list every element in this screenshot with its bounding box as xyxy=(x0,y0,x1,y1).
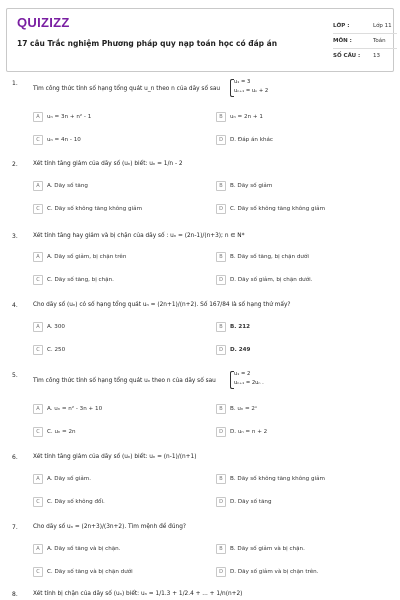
option-d[interactable] xyxy=(216,135,273,145)
option-letter: A xyxy=(33,322,43,332)
option-text: uₙ = 3n + n² - 1 xyxy=(47,114,92,120)
option-a[interactable] xyxy=(33,252,126,262)
option-text: D. uₙ = n + 2 xyxy=(230,429,268,435)
meta-key: LỚP : xyxy=(333,23,350,29)
question-text: Tìm công thức tính số hạng tổng quát u_n theo n của dãy số sau xyxy=(33,86,221,92)
question-number: 4. xyxy=(12,302,18,309)
option-letter: A xyxy=(33,404,43,414)
meta-key: MÔN : xyxy=(333,38,352,44)
option-letter: A xyxy=(33,112,43,122)
option-b[interactable] xyxy=(216,112,263,122)
option-a[interactable] xyxy=(33,474,91,484)
option-text: B. 212 xyxy=(230,324,251,330)
document-title: 17 câu Trắc nghiệm Phương pháp quy nạp toán học có đáp án xyxy=(17,39,278,48)
option-a[interactable] xyxy=(33,181,88,191)
system-line: uₙ₊₁ = uₙ + 2 xyxy=(234,88,269,94)
option-b[interactable] xyxy=(216,252,309,262)
option-d[interactable] xyxy=(216,567,318,577)
option-letter: A xyxy=(33,181,43,191)
option-d[interactable] xyxy=(216,345,250,355)
option-letter: D xyxy=(216,275,226,285)
question-text: Tìm công thức tính số hạng tổng quát uₙ theo n của dãy số sau xyxy=(33,378,216,384)
option-text: uₙ = 2n + 1 xyxy=(230,114,263,120)
option-text: C. Dãy số không tăng không giảm xyxy=(47,206,143,212)
question-number: 5. xyxy=(12,372,18,379)
system-line: u₁ = 2 xyxy=(234,371,251,377)
system-line: uₙ₊₁ = 2uₙ . xyxy=(234,380,264,386)
recurrence-system xyxy=(234,78,268,96)
option-letter: D xyxy=(216,427,226,437)
option-text: C. 250 xyxy=(47,347,66,353)
option-letter: D xyxy=(216,204,226,214)
brace xyxy=(230,79,234,97)
option-letter: B xyxy=(216,404,226,414)
option-d[interactable] xyxy=(216,427,267,437)
option-letter: A xyxy=(33,544,43,554)
option-b[interactable] xyxy=(216,181,272,191)
meta-value: Toán xyxy=(373,38,386,44)
option-text: C. uₙ = 2n xyxy=(47,429,76,435)
option-letter: A xyxy=(33,252,43,262)
question-text: Cho dãy số uₙ = (2n+3)/(3n+2). Tìm mệnh đề đúng? xyxy=(33,524,186,530)
option-letter: C xyxy=(33,567,43,577)
option-letter: B xyxy=(216,252,226,262)
question-number: 7. xyxy=(12,524,18,531)
option-d[interactable] xyxy=(216,204,325,214)
option-letter: B xyxy=(216,112,226,122)
option-letter: B xyxy=(216,322,226,332)
option-text: B. Dãy số giảm và bị chặn. xyxy=(230,546,305,552)
option-text: D. Đáp án khác xyxy=(230,137,273,143)
option-text: D. Dãy số tăng xyxy=(230,499,272,505)
option-text: D. Dãy số giảm, bị chặn dưới. xyxy=(230,277,313,283)
option-c[interactable] xyxy=(33,497,105,507)
option-text: C. Dãy số không tăng không giảm xyxy=(230,206,326,212)
question-text: Xét tính bị chặn của dãy số (uₙ) biết: uₙ = 1/1.3 + 1/2.4 + ... + 1/n(n+2) xyxy=(33,591,243,597)
option-letter: D xyxy=(216,345,226,355)
option-letter: B xyxy=(216,544,226,554)
option-c[interactable] xyxy=(33,135,81,145)
option-text: B. Dãy số tăng, bị chặn dưới xyxy=(230,254,309,260)
option-text: D. Dãy số giảm và bị chặn trên. xyxy=(230,569,319,575)
brace xyxy=(230,371,234,389)
option-text: D. 249 xyxy=(230,347,251,353)
option-letter: C xyxy=(33,497,43,507)
option-a[interactable] xyxy=(33,404,102,414)
option-letter: C xyxy=(33,275,43,285)
meta-row-subject xyxy=(333,38,393,53)
option-text: C. Dãy số tăng, bị chặn. xyxy=(47,277,114,283)
option-text: B. Dãy số không tăng không giảm xyxy=(230,476,325,482)
option-letter: C xyxy=(33,204,43,214)
option-letter: D xyxy=(216,135,226,145)
option-letter: A xyxy=(33,474,43,484)
system-line: u₁ = 3 xyxy=(234,79,251,85)
meta-key: SỐ CÂU : xyxy=(333,53,361,59)
meta-table xyxy=(333,23,393,68)
option-a[interactable] xyxy=(33,112,91,122)
option-b[interactable] xyxy=(216,474,325,484)
meta-row-count xyxy=(333,53,393,68)
option-c[interactable] xyxy=(33,427,76,437)
option-letter: C xyxy=(33,345,43,355)
meta-row-class xyxy=(333,23,393,38)
option-letter: D xyxy=(216,497,226,507)
option-text: A. Dãy số giảm, bị chặn trên xyxy=(47,254,127,260)
question-number: 6. xyxy=(12,454,18,461)
question-number: 8. xyxy=(12,591,18,598)
option-text: C. Dãy số không đổi. xyxy=(47,499,105,505)
option-text: A. 300 xyxy=(47,324,65,330)
question-number: 2. xyxy=(12,161,18,168)
option-text: uₙ = 4n - 10 xyxy=(47,137,81,143)
recurrence-system xyxy=(234,370,264,388)
option-letter: C xyxy=(33,427,43,437)
option-d[interactable] xyxy=(216,497,272,507)
option-text: B. Dãy số giảm xyxy=(230,183,273,189)
meta-value: 13 xyxy=(373,53,380,59)
option-b[interactable] xyxy=(216,322,250,332)
worksheet-header xyxy=(6,8,394,72)
option-letter: B xyxy=(216,181,226,191)
option-text: A. Dãy số giảm. xyxy=(47,476,91,482)
option-a[interactable] xyxy=(33,322,65,332)
option-b[interactable] xyxy=(216,544,305,554)
divider xyxy=(333,33,397,34)
option-c[interactable] xyxy=(33,275,114,285)
option-text: A. Dãy số tăng xyxy=(47,183,88,189)
option-a[interactable] xyxy=(33,544,121,554)
option-text: A. uₙ = n² - 3n + 10 xyxy=(47,406,103,412)
option-letter: C xyxy=(33,135,43,145)
option-d[interactable] xyxy=(216,275,312,285)
option-text: A. Dãy số tăng và bị chặn. xyxy=(47,546,121,552)
question-number: 3. xyxy=(12,233,18,240)
option-letter: B xyxy=(216,474,226,484)
quizizz-logo: QUIZIZZ xyxy=(17,15,70,30)
option-b[interactable] xyxy=(216,404,257,414)
option-c[interactable] xyxy=(33,345,65,355)
question-text: Xét tính tăng hay giảm và bị chặn của dãy số : uₙ = (2n-1)/(n+3); n ∈ N* xyxy=(33,233,245,239)
option-c[interactable] xyxy=(33,567,133,577)
meta-value: Lớp 11 xyxy=(373,23,392,29)
option-text: B. uₙ = 2ⁿ xyxy=(230,406,258,412)
option-c[interactable] xyxy=(33,204,142,214)
question-text: Cho dãy số (uₙ) có số hạng tổng quát uₙ = (2n+1)/(n+2). Số 167/84 là số hạng thứ mấy? xyxy=(33,302,291,308)
question-text: Xét tính tăng giảm của dãy số (uₙ) biết: uₙ = 1/n - 2 xyxy=(33,161,183,167)
question-text: Xét tính tăng giảm của dãy số (uₙ) biết: uₙ = (n-1)/(n+1) xyxy=(33,454,197,460)
option-text: C. Dãy số tăng và bị chặn dưới xyxy=(47,569,133,575)
divider xyxy=(333,48,397,49)
option-letter: D xyxy=(216,567,226,577)
question-number: 1. xyxy=(12,80,18,87)
